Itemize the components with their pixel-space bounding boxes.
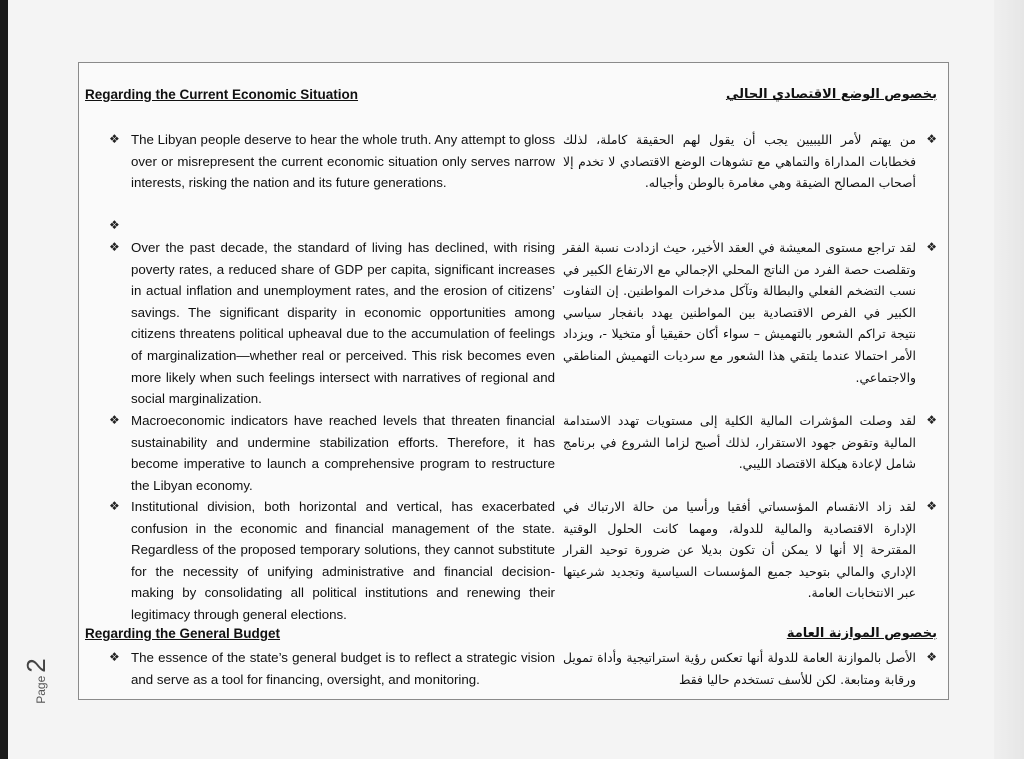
- ar-bullet-text: من يهتم لأمر الليبيين يجب أن يقول لهم الحقيقة كاملة، لذلك فخطابات المداراة والتماهي مع تشوهات الوضع الاقتصادي لا تخدم إلا أصحاب المصالح الضيقة وهي مغامرة بالوطن وأجياله.: [563, 132, 916, 191]
- bullet-marker: ❖: [926, 650, 937, 664]
- ar-bullet-institutional-division: [563, 496, 943, 604]
- en-bullet-truth: [85, 129, 555, 194]
- page-right-margin: [994, 0, 1024, 759]
- en-bullet-macro-indicators: [85, 410, 555, 496]
- en-bullet-text: Macroeconomic indicators have reached levels that threaten financial sustainability and undermine stabilization efforts. Therefore, it has become imperative to launch a comprehensive program to restructure the Libyan economy.: [131, 413, 555, 493]
- bullet-marker: ❖: [109, 413, 120, 427]
- ar-bullet-budget-essence: [563, 647, 943, 690]
- bullet-marker: ❖: [109, 499, 120, 513]
- bullet-marker: ❖: [926, 132, 937, 146]
- page-number: 2: [21, 658, 51, 673]
- en-bullet-text: Institutional division, both horizontal and vertical, has exacerbated confusion in the economic and financial management of the state. Regardless of the proposed temporary solutions, they cannot substitute for the necessity of unifying administrative and financial decision-making by consolidating all political institutions and renewing their legitimacy through general elections.: [131, 499, 555, 622]
- ar-bullet-text: الأصل بالموازنة العامة للدولة أنها تعكس رؤية استراتيجية وأداة تمويل ورقابة ومتابعة. لكن للأسف تستخدم حاليا فقط: [563, 650, 916, 687]
- en-bullet-institutional-division: [85, 496, 555, 626]
- bullet-marker: ❖: [926, 499, 937, 513]
- en-bullet-text: The Libyan people deserve to hear the whole truth. Any attempt to gloss over or misrepresent the current economic situation only serves narrow interests, risking the nation and its future generations.: [131, 132, 555, 191]
- bullet-marker: ❖: [926, 240, 937, 254]
- page-label-text: Page: [34, 675, 48, 704]
- en-bullet-living-standard: [85, 237, 555, 410]
- heading-general-budget-en: Regarding the General Budget: [85, 626, 281, 641]
- ar-bullet-text: لقد زاد الانقسام المؤسساتي أفقيا ورأسيا من حالة الارتباك في الإدارة الاقتصادية والمالية للدولة، ومهما كانت الحلول الوقتية المقترحة إلا أنها لا يمكن أن تكون بديلا عن ضرورة توحيد القرار الإداري والمالي بتوحيد جميع المؤسسات السياسية وتجديد شرعيتها عبر الانتخابات العامة.: [563, 499, 916, 601]
- ar-bullet-living-standard: [563, 237, 943, 388]
- en-bullet-text: Over the past decade, the standard of living has declined, with rising poverty rates, a reduced share of GDP per capita, significant increases in actual inflation and unemployment rates, and the erosion of citizens’ savings. The significant disparity in economic opportunities among citizens threatens political upheaval due to the accumulation of feelings of marginalization—whether real or perceived. This risk becomes even more likely when such feelings intersect with narratives of regional and social marginalization.: [131, 240, 555, 407]
- bullet-marker: ❖: [109, 218, 120, 232]
- en-bullet-text: The essence of the state’s general budget is to reflect a strategic vision and serve as a tool for financing, oversight, and monitoring.: [131, 650, 555, 687]
- bullet-marker: ❖: [926, 413, 937, 427]
- ar-bullet-text: لقد وصلت المؤشرات المالية الكلية إلى مستويات تهدد الاستدامة المالية وتقوض جهود الاستقرار، لذلك أصبح لزاما الشروع في برنامج شامل لإعادة هيكلة الاقتصاد الليبي.: [563, 413, 916, 472]
- page-number-label: [21, 659, 79, 703]
- bullet-marker: ❖: [109, 650, 120, 664]
- ar-bullet-macro-indicators: [563, 410, 943, 475]
- heading-current-economic-situation-en: Regarding the Current Economic Situation: [85, 87, 359, 102]
- en-bullet-budget-essence: [85, 647, 555, 690]
- heading-general-budget-ar: بخصوص الموازنة العامة: [786, 626, 937, 641]
- heading-current-economic-situation-ar: بخصوص الوضع الاقتصادي الحالي: [725, 87, 937, 102]
- bullet-marker: ❖: [109, 240, 120, 254]
- content-frame: [78, 62, 949, 700]
- ar-bullet-text: لقد تراجع مستوى المعيشة في العقد الأخير، حيث ازدادت نسبة الفقر وتقلصت حصة الفرد من الناتج المحلي الإجمالي مع الارتفاع الكبير في نسب التضخم الفعلي والبطالة وتآكل مدخرات المواطنين. إن التفاوت الكبير في الفرص الاقتصادية بين المواطنين يهدد بانفجار سياسي نتيجة تراكم الشعور بالتهميش – سواء أكان حقيقيا أو متخيلا -، ويزداد الأمر احتمالا عندما يلتقي هذا الشعور مع سرديات التهميش المناطقي والاجتماعي.: [563, 240, 916, 385]
- page-left-edge: [0, 0, 8, 759]
- bullet-marker: ❖: [109, 132, 120, 146]
- ar-bullet-truth: [563, 129, 943, 194]
